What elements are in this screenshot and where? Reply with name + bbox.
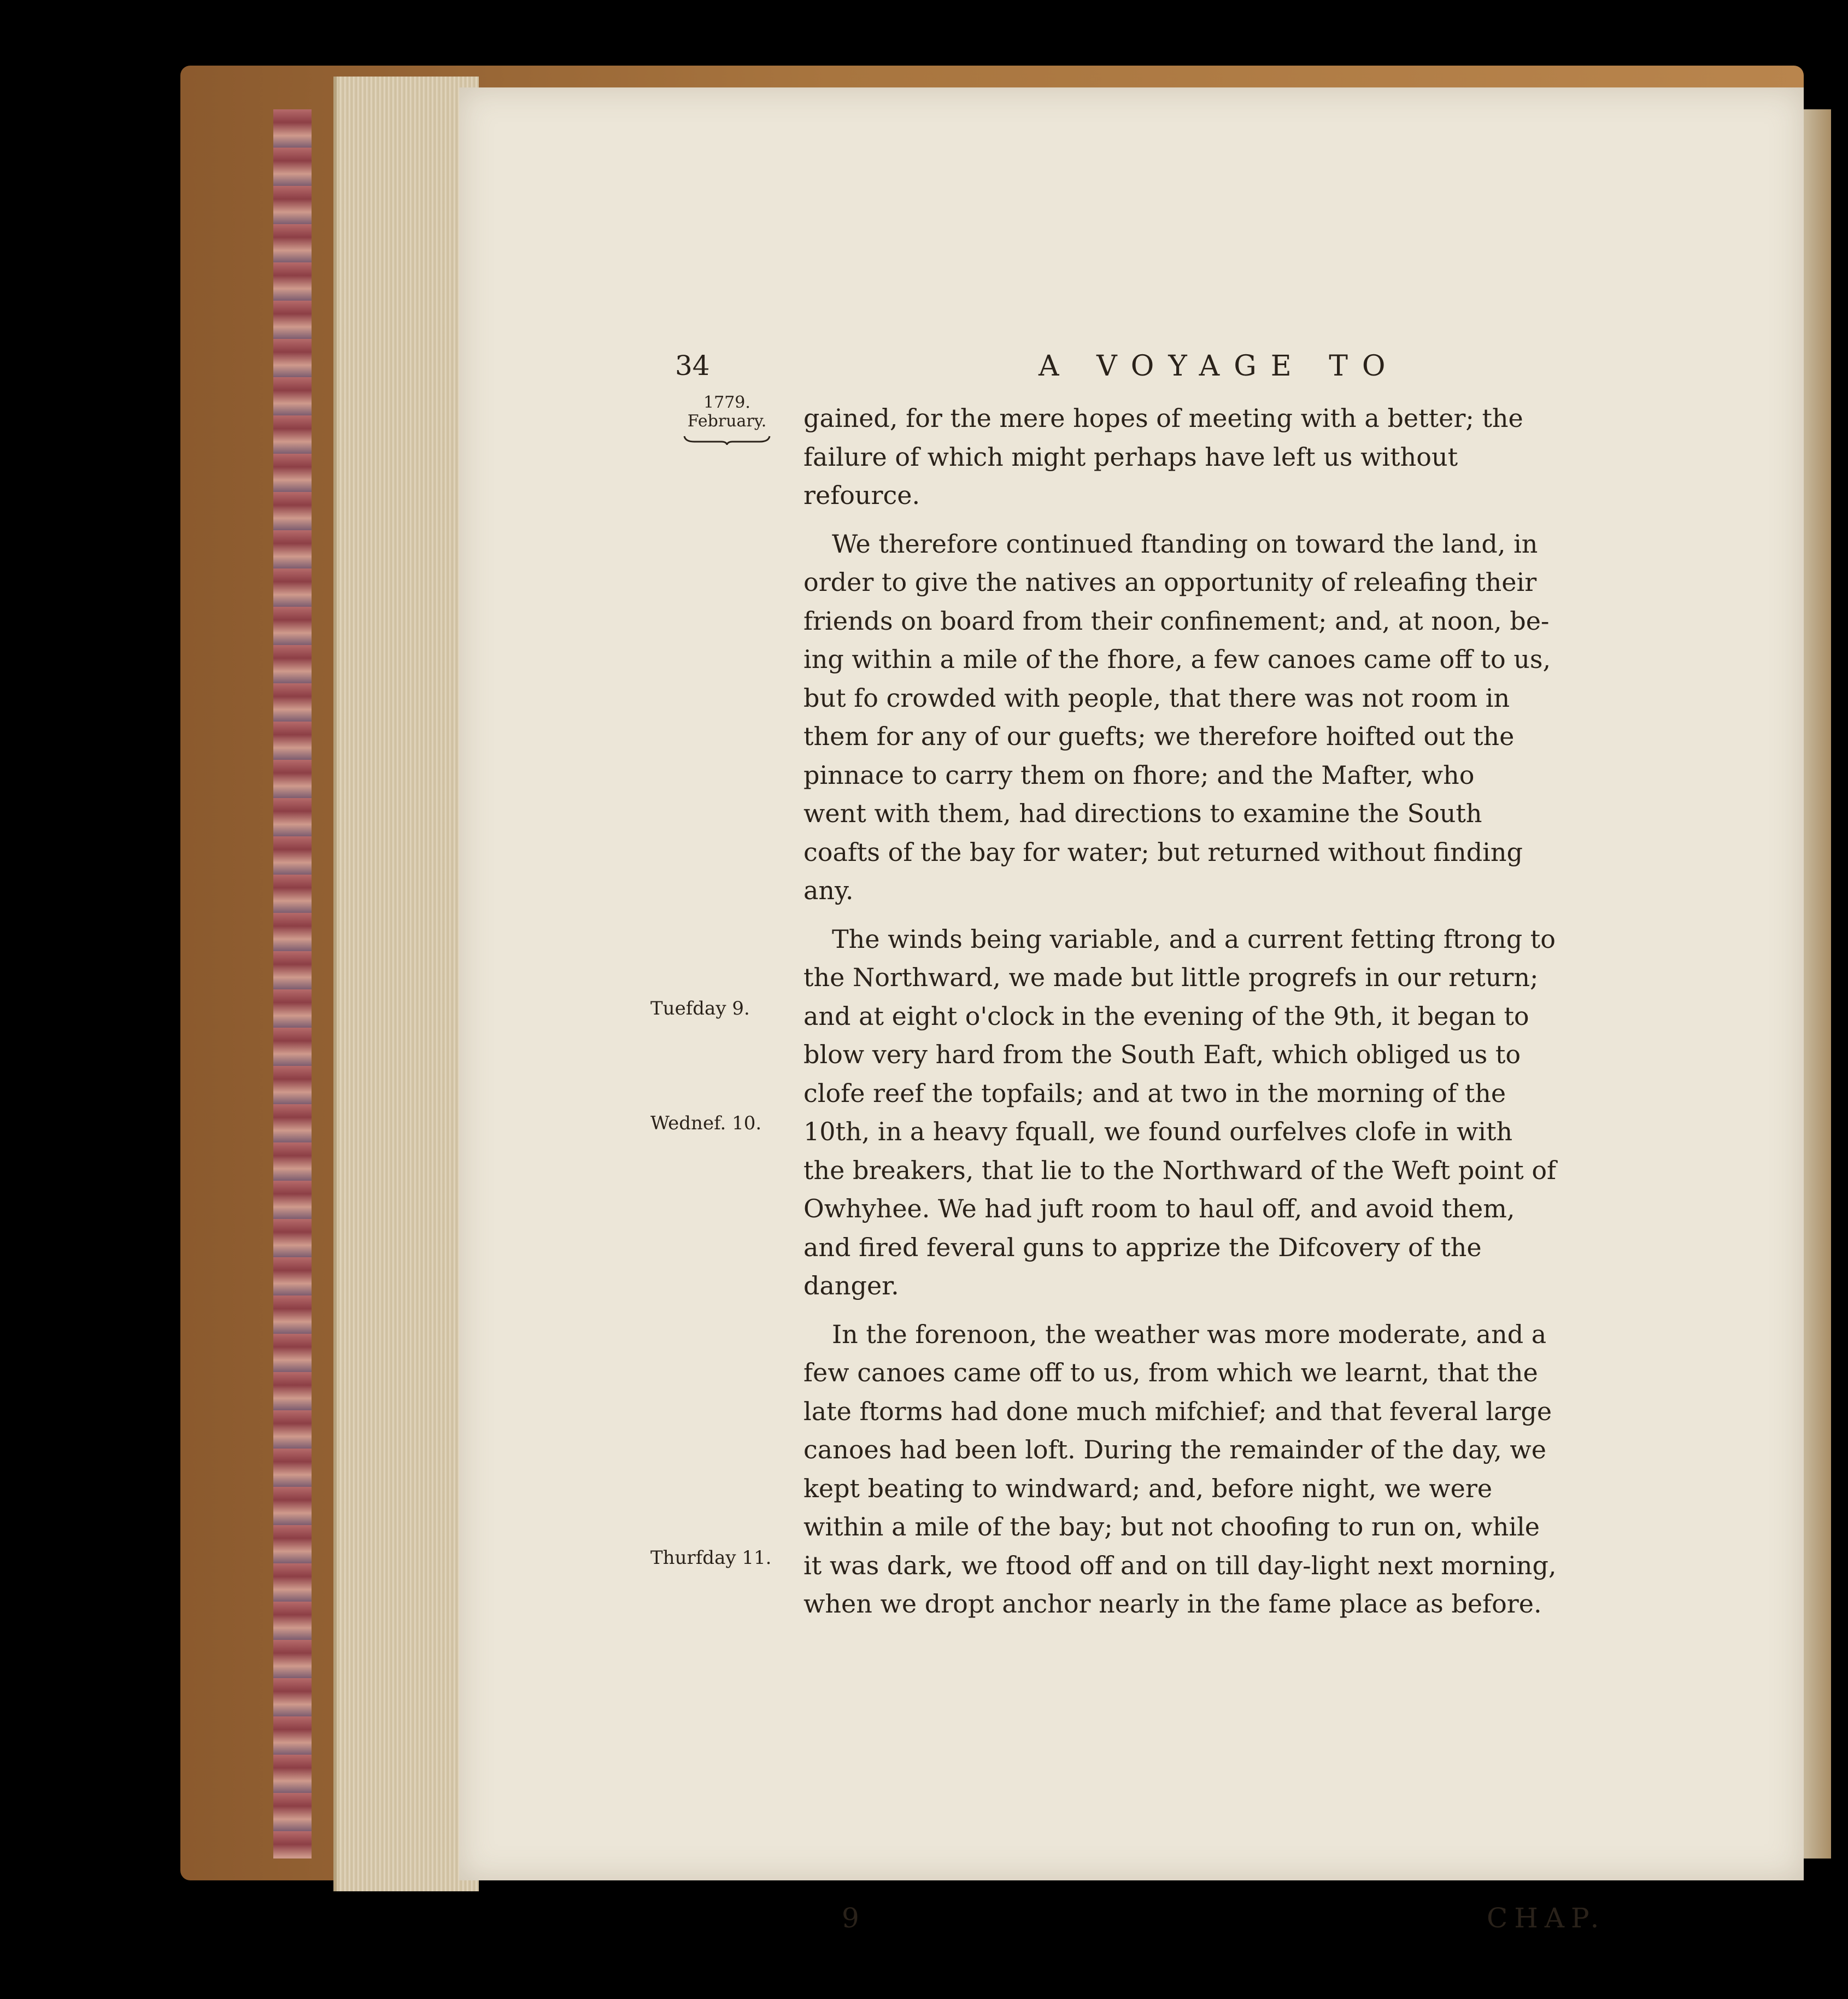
text-line: but fo crowded with people, that there was not room in xyxy=(803,683,1510,713)
text-line: blow very hard from the South Eaft, which obliged us to xyxy=(803,1040,1521,1069)
paragraph xyxy=(803,1315,1656,1623)
text-line: and at eight o'clock in the evening of the 9th, it began to xyxy=(803,1001,1529,1031)
text-line: coafts of the bay for water; but returned without finding xyxy=(803,837,1523,867)
marbled-endpaper xyxy=(273,109,312,1859)
text-line: clofe reef the topfails; and at two in the morning of the xyxy=(803,1078,1506,1108)
text-line: order to give the natives an opportunity of releafing their xyxy=(803,567,1537,597)
text-line: went with them, had directions to examine the South xyxy=(803,799,1482,828)
paragraph xyxy=(803,920,1656,1305)
body-text xyxy=(803,399,1656,1633)
text-line: Owhyhee. We had juft room to haul off, and avoid them, xyxy=(803,1194,1515,1223)
text-line: kept beating to windward; and, before night, we were xyxy=(803,1473,1493,1503)
text-line: The winds being variable, and a current fetting ftrong to xyxy=(832,924,1556,954)
margin-date xyxy=(672,394,782,445)
page-edges xyxy=(333,77,479,1891)
margin-note-tuesday: Tuefday 9. xyxy=(650,998,750,1019)
text-line: within a mile of the bay; but not choofing to run on, while xyxy=(803,1512,1540,1541)
text-line: gained, for the mere hopes of meeting with a better; the xyxy=(803,403,1523,433)
text-line: canoes had been loft. During the remainder of the day, we xyxy=(803,1435,1546,1464)
margin-note-wednesday: Wednef. 10. xyxy=(650,1112,762,1134)
page-header xyxy=(459,350,1804,394)
facing-page-edge xyxy=(1804,109,1831,1859)
signature-mark: 9 xyxy=(842,1902,859,1934)
text-line: few canoes came off to us, from which we learnt, that the xyxy=(803,1358,1538,1387)
brace-icon xyxy=(683,434,771,445)
text-line: when we dropt anchor nearly in the fame place as before. xyxy=(803,1589,1542,1619)
margin-month: February. xyxy=(687,412,767,431)
text-line: friends on board from their confinement; and, at noon, be- xyxy=(803,606,1550,636)
text-line: failure of which might perhaps have left us without xyxy=(803,442,1458,472)
paragraph xyxy=(803,399,1656,515)
text-line: the breakers, that lie to the Northward of the Weft point of xyxy=(803,1155,1557,1185)
margin-year: 1779. xyxy=(703,393,750,412)
text-line: pinnace to carry them on fhore; and the Mafter, who xyxy=(803,760,1475,790)
book-page xyxy=(459,87,1804,1934)
text-line: In the forenoon, the weather was more moderate, and a xyxy=(832,1319,1547,1349)
text-line: the Northward, we made but little progrefs in our return; xyxy=(803,963,1539,992)
catchword: CHAP. xyxy=(1487,1902,1606,1934)
page-number: 34 xyxy=(675,350,710,382)
text-line: and fired feveral guns to apprize the Difcovery of the xyxy=(803,1232,1482,1262)
paragraph xyxy=(803,525,1656,910)
text-line: 10th, in a heavy fquall, we found ourfelves clofe in with xyxy=(803,1117,1513,1146)
text-line: it was dark, we ftood off and on till day-light next morning, xyxy=(803,1550,1557,1580)
margin-note-thursday: Thurfday 11. xyxy=(650,1547,772,1569)
text-line: late ftorms had done much mifchief; and that feveral large xyxy=(803,1396,1552,1426)
text-line: ing within a mile of the fhore, a few canoes came off to us, xyxy=(803,644,1551,674)
text-line: We therefore continued ftanding on toward the land, in xyxy=(832,529,1538,559)
running-title: A VOYAGE TO xyxy=(1039,350,1400,383)
text-line: any. xyxy=(803,876,854,905)
text-line: refource. xyxy=(803,480,920,510)
text-line: danger. xyxy=(803,1271,899,1300)
text-line: them for any of our guefts; we therefore hoifted out the xyxy=(803,722,1515,751)
